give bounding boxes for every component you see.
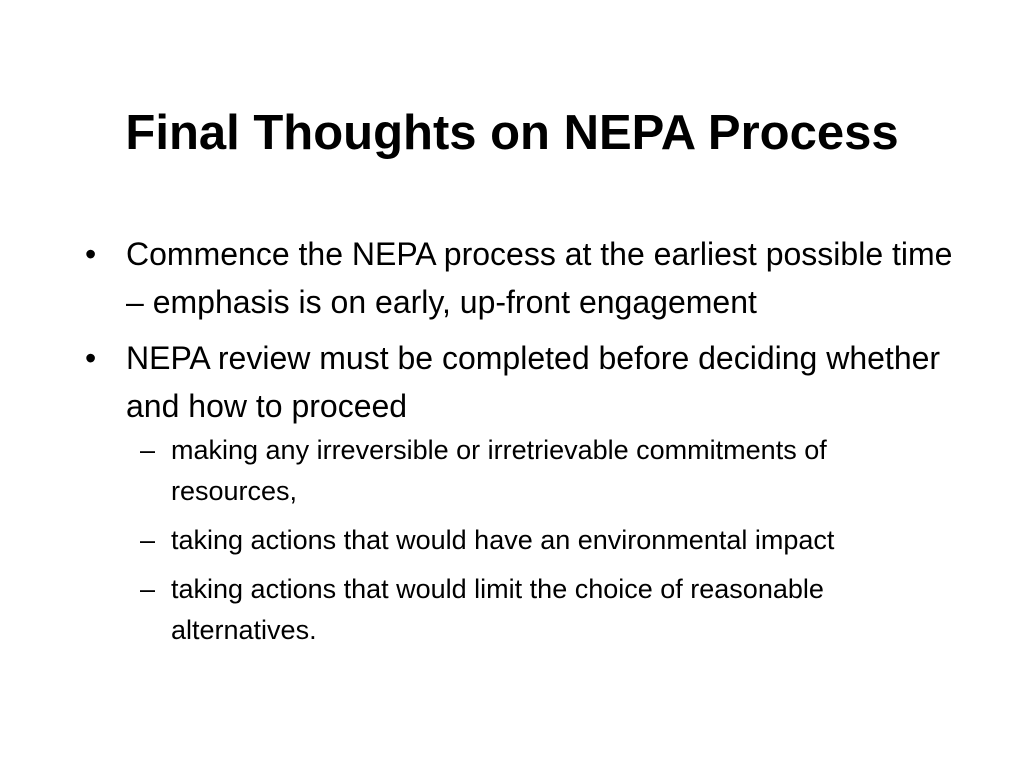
bullet-text: NEPA review must be completed before deciding whether and how to proceed [126,340,941,424]
bullet-item-commence [80,230,960,326]
sub-bullet-list [126,430,960,651]
bullet-text: Commence the NEPA process at the earliest possible time – emphasis is on early, up-front engagement [126,236,953,320]
sub-bullet-marker: – [140,574,156,604]
sub-bullet-item [126,430,960,512]
sub-bullet-marker: – [140,525,156,555]
bullet-marker: • [85,236,97,272]
bullet-list [80,230,960,659]
slide-title: Final Thoughts on NEPA Process [125,106,899,160]
sub-bullet-marker: – [140,435,156,465]
bullet-item-review [80,334,960,651]
sub-bullet-item [126,569,960,651]
sub-bullet-text: making any irreversible or irretrievable commitments of resources, [171,435,827,506]
sub-bullet-text: taking actions that would limit the choice of reasonable alternatives. [171,574,824,645]
sub-bullet-text: taking actions that would have an environmental impact [171,525,835,555]
sub-bullet-item [126,520,960,561]
bullet-marker: • [85,340,97,376]
